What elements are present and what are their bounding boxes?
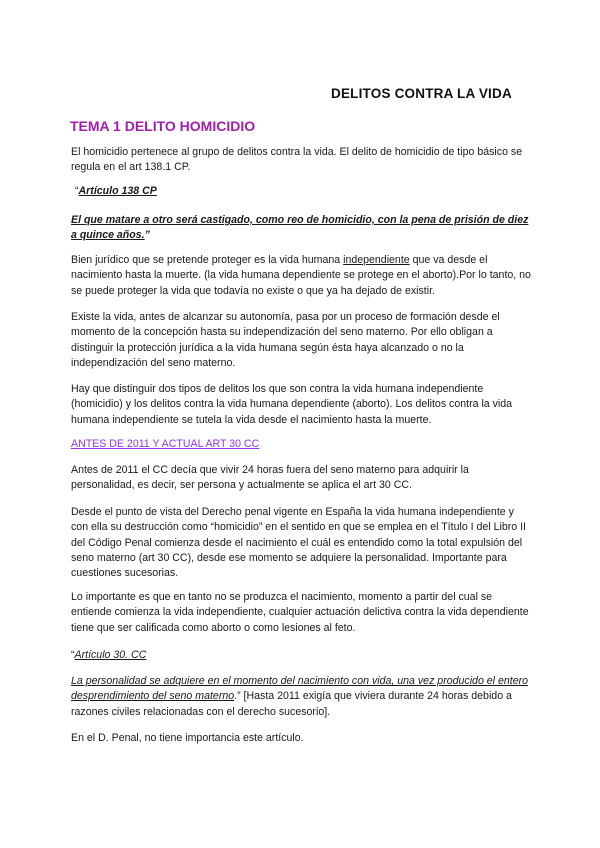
paragraph-penal-note: En el D. Penal, no tiene importancia este artículo. (71, 732, 304, 744)
paragraph-legal-good-end: que va desde el nacimiento hasta la muerte. (la vida humana dependiente se protege en el aborto).Por lo tanto, no se puede proteger la vida que todavía no existe o que ya ha dejado de existir. (71, 254, 531, 297)
independiente-emphasis: independiente (343, 254, 410, 266)
paragraph-intro: El homicidio pertenece al grupo de delitos contra la vida. El delito de homicidio de tipo básico se regula en el art 138.1 CP. (71, 146, 523, 174)
document-title: DELITOS CONTRA LA VIDA (331, 86, 512, 101)
paragraph-criminal-law: Desde el punto de vista del Derecho penal vigente en España la vida humana independiente y con ella su destrucción como “homicidio” en el sentido en que se emplea en el Título I del Libro II del Código Penal comienza desde el nacimiento el cuál es entendido como la total expulsión del seno materno (art 30 CC), desde ese momento se adquiere la personalidad. Importante para cuestiones sucesorias. (71, 506, 527, 580)
section-title: TEMA 1 DELITO HOMICIDIO (70, 118, 256, 134)
quote-article-138-heading (75, 184, 535, 199)
quote-article-30-text (71, 674, 533, 720)
article-30-note: .” [Hasta 2011 exigía que viviera durante 24 horas debido a razones civiles relacionadas con el derecho sucesorio]. (71, 690, 512, 718)
paragraph-legal-good-start: Bien jurídico que se pretende proteger es la vida humana (71, 254, 344, 266)
quote-article-30-heading (71, 648, 531, 663)
paragraph-crime-types: Hay que distinguir dos tipos de delitos los que son contra la vida humana independiente (homicidio) y los delitos contra la vida humana dependiente (aborto). Los delitos contra la vida humana independiente se tutela la vida desde el nacimiento hasta la muerte. (71, 383, 513, 426)
article-30-label: Artículo 30. CC (74, 649, 147, 661)
heading-link-art-30[interactable]: ANTES DE 2011 Y ACTUAL ART 30 CC (71, 438, 260, 450)
quote-close-mark: ” (144, 229, 150, 242)
quote-open-mark: “ (75, 185, 79, 197)
paragraph-before-2011: Antes de 2011 el CC decía que vivir 24 horas fuera del seno materno para adquirir la personalidad, es decir, ser persona y actualmente se aplica el art 30 CC. (71, 464, 469, 492)
article-30-text: La personalidad se adquiere en el momento del nacimiento con vida, una vez producido el entero desprendimiento del seno materno (71, 675, 529, 703)
paragraph-legal-good (71, 253, 531, 299)
quote2-open-mark: “ (71, 649, 75, 661)
paragraph-birth-importance: Lo importante es que en tanto no se produzca el nacimiento, momento a partir del cual se entiende comienza la vida independiente, cualquier actuación delictiva contra la vida dependiente tiene que ser calificada como aborto o como lesiones al feto. (71, 591, 529, 634)
article-138-label: Artículo 138 CP (78, 185, 157, 197)
article-138-text: El que matare a otro será castigado, como reo de homicidio, con la pena de prisión de diez a quince años. (71, 214, 529, 242)
quote-article-138-text (71, 213, 529, 244)
paragraph-life-formation: Existe la vida, antes de alcanzar su autonomía, pasa por un proceso de formación desde el momento de la concepción hasta su independización del seno materno. Por ello obligan a distinguir la protección jurídica a la vida humana según ésta haya alcanzado o no la independización del seno materno. (71, 311, 500, 369)
